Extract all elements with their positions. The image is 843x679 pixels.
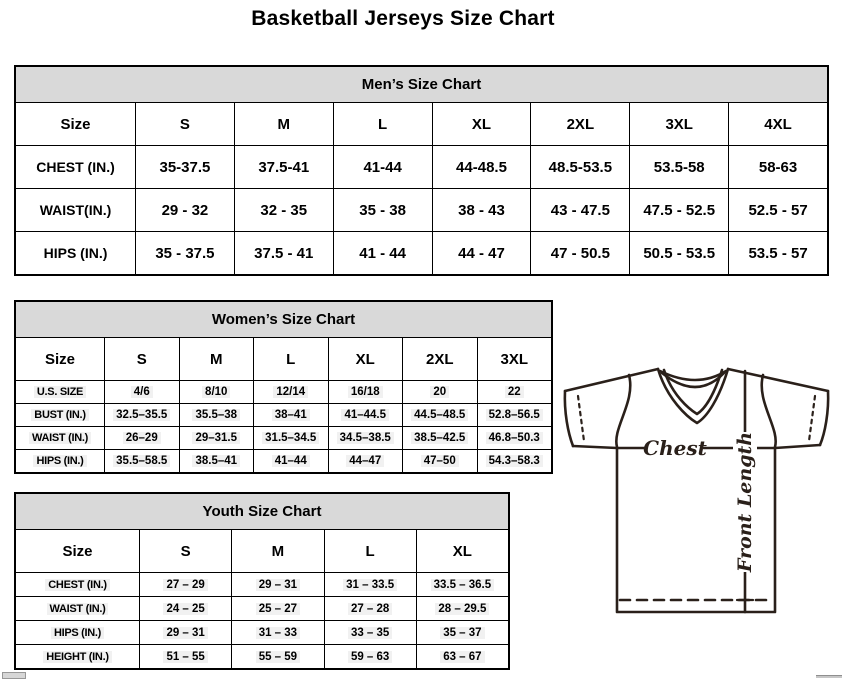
youth-row-2-cell-3-text: 35 – 37	[440, 627, 484, 639]
women-row-3-label	[16, 450, 104, 472]
youth-row-0-cell-2-text: 31 – 33.5	[343, 579, 397, 591]
men-row-1-cell-6-text: 52.5 - 57	[748, 201, 808, 219]
youth-row-2-label-text: HIPS (IN.)	[51, 627, 104, 639]
men-row-0-cell-5-text: 53.5-58	[653, 158, 705, 176]
men-row-1-cell-1-text: 32 - 35	[260, 201, 308, 219]
mens-size-chart-body	[16, 103, 827, 274]
women-row-1-cell-3-text: 41–44.5	[341, 409, 389, 421]
women-row-1-cell-2	[253, 404, 328, 426]
women-col-header-S	[104, 338, 179, 380]
youth-size-chart-body	[16, 530, 508, 668]
youth-col-header-L	[324, 530, 416, 572]
men-row-1-cell-5	[629, 189, 728, 231]
jersey-right-armhole-seam	[762, 375, 776, 447]
men-row-1-cell-2-text: 35 - 38	[359, 201, 406, 219]
youth-row-0-cell-1-text: 29 – 31	[256, 579, 300, 591]
mens-size-chart-title: Men’s Size Chart	[16, 67, 827, 103]
youth-row-2-cell-2-text: 33 – 35	[348, 627, 392, 639]
women-row-1-cell-1	[179, 404, 254, 426]
youth-row-2-label	[16, 621, 139, 644]
men-col-header-3XL-text: 3XL	[665, 115, 693, 133]
jersey-right-shoulder-line	[728, 369, 828, 391]
men-row-0-cell-0-text: 35-37.5	[159, 158, 211, 176]
youth-row-1-cell-0	[139, 597, 231, 620]
youth-row-2-cell-1-text: 31 – 33	[256, 627, 300, 639]
women-col-header-3XL	[477, 338, 552, 380]
women-row-2-cell-4	[402, 427, 477, 449]
youth-row-3-cell-3	[416, 645, 508, 668]
men-row-1-cell-1	[234, 189, 333, 231]
women-row-0-label-text: U.S. SIZE	[34, 386, 86, 398]
women-row-2-cell-1	[179, 427, 254, 449]
youth-col-header-M-text: M	[271, 542, 285, 560]
youth-row-1	[16, 596, 508, 620]
men-col-header-M	[234, 103, 333, 145]
men-row-0-cell-5	[629, 146, 728, 188]
men-row-0-cell-1	[234, 146, 333, 188]
jersey-left-sleeve-edge	[565, 391, 573, 446]
men-row-0-cell-4-text: 48.5-53.5	[548, 158, 613, 176]
jersey-left-sleeve-stitch	[578, 396, 584, 441]
men-row-2-cell-0	[135, 232, 234, 274]
women-row-3-cell-2-text: 41–44	[272, 455, 310, 467]
youth-row-3-cell-1	[231, 645, 323, 668]
women-row-3-cell-1	[179, 450, 254, 472]
men-col-header-3XL	[629, 103, 728, 145]
jersey-left-armhole-seam	[616, 375, 630, 447]
men-row-2-cell-5	[629, 232, 728, 274]
women-row-3-cell-3	[328, 450, 403, 472]
youth-row-1-cell-2-text: 27 – 28	[348, 603, 392, 615]
men-row-2-label	[16, 232, 135, 274]
youth-row-3-cell-2-text: 59 – 63	[348, 651, 392, 663]
women-col-header-2XL-text: 2XL	[425, 350, 454, 368]
men-row-1	[16, 188, 827, 231]
youth-row-3-cell-0	[139, 645, 231, 668]
men-col-header-L-text: L	[378, 115, 388, 133]
horizontal-scrollbar-thumb-right[interactable]	[816, 675, 842, 678]
women-row-0-cell-1-text: 8/10	[202, 386, 230, 398]
men-row-1-label	[16, 189, 135, 231]
women-col-header-L-text: L	[286, 350, 296, 368]
youth-row-1-cell-3-text: 28 – 29.5	[435, 603, 489, 615]
women-row-0-cell-1	[179, 381, 254, 403]
men-row-1-cell-3-text: 38 - 43	[458, 201, 505, 219]
men-col-header-4XL	[728, 103, 827, 145]
horizontal-scrollbar-thumb-left[interactable]	[2, 672, 26, 679]
men-col-header-4XL-text: 4XL	[764, 115, 792, 133]
youth-row-2	[16, 620, 508, 644]
youth-col-header-L-text: L	[365, 542, 375, 560]
women-row-1-cell-5	[477, 404, 552, 426]
women-row-0-label	[16, 381, 104, 403]
youth-row-0-label-text: CHEST (IN.)	[45, 579, 109, 591]
front-length-label: Front Length	[734, 431, 756, 573]
men-row-2-cell-3-text: 44 - 47	[458, 244, 505, 262]
youth-row-0-cell-1	[231, 573, 323, 596]
chest-label: Chest	[643, 436, 707, 460]
men-row-0	[16, 145, 827, 188]
women-row-2-cell-2-text: 31.5–34.5	[262, 432, 319, 444]
women-row-1-cell-1-text: 35.5–38	[192, 409, 240, 421]
women-row-0-cell-3	[328, 381, 403, 403]
women-row-3-cell-4	[402, 450, 477, 472]
youth-row-3	[16, 644, 508, 668]
men-row-0-label	[16, 146, 135, 188]
women-row-0-cell-2-text: 12/14	[273, 386, 308, 398]
youth-size-header-row	[16, 530, 508, 572]
youth-row-1-cell-3	[416, 597, 508, 620]
youth-row-2-cell-0-text: 29 – 31	[163, 627, 207, 639]
youth-row-1-label	[16, 597, 139, 620]
men-row-0-cell-2-text: 41-44	[363, 158, 402, 176]
men-col-header-S-text: S	[179, 115, 190, 133]
men-col-header-2XL-text: 2XL	[566, 115, 595, 133]
men-row-2-cell-6	[728, 232, 827, 274]
page-title: Basketball Jerseys Size Chart	[251, 7, 555, 30]
youth-col-header-M	[231, 530, 323, 572]
women-row-0-cell-5-text: 22	[505, 386, 524, 398]
youth-row-3-cell-2	[324, 645, 416, 668]
women-row-0-cell-2	[253, 381, 328, 403]
youth-row-1-cell-0-text: 24 – 25	[163, 603, 207, 615]
youth-row-0-cell-2	[324, 573, 416, 596]
men-size-header-row	[16, 103, 827, 145]
women-row-0	[16, 380, 551, 403]
women-row-2-cell-0	[104, 427, 179, 449]
men-row-0-cell-3-text: 44-48.5	[456, 158, 507, 176]
women-row-2-cell-1-text: 29–31.5	[192, 432, 240, 444]
men-row-2-cell-1-text: 37.5 - 41	[254, 244, 314, 262]
youth-row-3-label	[16, 645, 139, 668]
women-row-0-cell-5	[477, 381, 552, 403]
youth-row-1-cell-2	[324, 597, 416, 620]
men-size-label-text: Size	[60, 115, 91, 133]
men-col-header-L	[333, 103, 432, 145]
women-row-2-cell-5	[477, 427, 552, 449]
youth-row-0-label	[16, 573, 139, 596]
women-col-header-L	[253, 338, 328, 380]
women-row-0-cell-0-text: 4/6	[131, 386, 153, 398]
men-col-header-S	[135, 103, 234, 145]
women-size-label	[16, 338, 104, 380]
men-row-1-cell-3	[432, 189, 531, 231]
women-row-3-cell-5	[477, 450, 552, 472]
men-row-1-cell-6	[728, 189, 827, 231]
women-row-3-cell-3-text: 44–47	[346, 455, 384, 467]
men-row-1-label-text: WAIST(IN.)	[39, 202, 112, 218]
women-row-3-cell-0	[104, 450, 179, 472]
women-row-2-cell-0-text: 26–29	[123, 432, 161, 444]
men-row-2-cell-1	[234, 232, 333, 274]
youth-row-2-cell-1	[231, 621, 323, 644]
women-row-1-cell-0	[104, 404, 179, 426]
youth-size-label-text: Size	[62, 542, 93, 560]
men-row-0-cell-4	[530, 146, 629, 188]
women-row-1-label	[16, 404, 104, 426]
women-row-2-label	[16, 427, 104, 449]
men-row-2-cell-2-text: 41 - 44	[359, 244, 406, 262]
men-row-0-cell-3	[432, 146, 531, 188]
women-row-3-cell-1-text: 38.5–41	[192, 455, 240, 467]
women-row-1	[16, 403, 551, 426]
womens-size-chart-table	[14, 300, 553, 474]
women-row-2-cell-4-text: 38.5–42.5	[411, 432, 468, 444]
youth-row-0	[16, 572, 508, 596]
women-row-0-cell-4	[402, 381, 477, 403]
men-row-0-cell-2	[333, 146, 432, 188]
women-row-3-cell-2	[253, 450, 328, 472]
men-row-2-label-text: HIPS (IN.)	[43, 245, 108, 261]
women-col-header-M	[179, 338, 254, 380]
men-size-label	[16, 103, 135, 145]
youth-row-1-cell-1-text: 25 – 27	[256, 603, 300, 615]
youth-row-3-label-text: HEIGHT (IN.)	[43, 651, 111, 663]
youth-row-3-cell-1-text: 55 – 59	[256, 651, 300, 663]
youth-row-3-cell-0-text: 51 – 55	[163, 651, 207, 663]
women-col-header-M-text: M	[210, 350, 223, 368]
women-row-3-label-text: HIPS (IN.)	[33, 455, 86, 467]
women-row-1-cell-2-text: 38–41	[272, 409, 310, 421]
youth-size-chart-table	[14, 492, 510, 670]
women-row-1-cell-4	[402, 404, 477, 426]
youth-col-header-S-text: S	[180, 542, 191, 560]
men-col-header-M-text: M	[277, 115, 291, 133]
women-row-3	[16, 449, 551, 472]
women-size-label-text: Size	[44, 350, 75, 368]
women-col-header-2XL	[402, 338, 477, 380]
youth-size-chart-title: Youth Size Chart	[16, 494, 508, 530]
mens-size-chart-table	[14, 65, 829, 276]
men-row-2-cell-6-text: 53.5 - 57	[748, 244, 808, 262]
men-row-2	[16, 231, 827, 274]
women-col-header-XL-text: XL	[355, 350, 375, 368]
women-row-1-label-text: BUST (IN.)	[31, 409, 88, 421]
women-row-3-cell-5-text: 54.3–58.3	[486, 455, 543, 467]
men-row-2-cell-5-text: 50.5 - 53.5	[643, 244, 716, 262]
womens-size-chart-title: Women’s Size Chart	[16, 302, 551, 338]
jersey-left-sleeve-hem	[573, 446, 617, 448]
men-row-1-cell-4	[530, 189, 629, 231]
men-row-2-cell-0-text: 35 - 37.5	[155, 244, 215, 262]
youth-size-label	[16, 530, 139, 572]
womens-size-chart-body	[16, 338, 551, 472]
youth-col-header-XL-text: XL	[452, 542, 472, 560]
women-size-header-row	[16, 338, 551, 380]
men-row-1-cell-5-text: 47.5 - 52.5	[643, 201, 716, 219]
jersey-left-shoulder-line	[565, 369, 658, 391]
men-row-0-cell-0	[135, 146, 234, 188]
men-row-0-label-text: CHEST (IN.)	[36, 159, 115, 175]
women-row-2-cell-2	[253, 427, 328, 449]
youth-row-2-cell-3	[416, 621, 508, 644]
women-row-3-cell-4-text: 47–50	[421, 455, 459, 467]
youth-row-1-label-text: WAIST (IN.)	[47, 603, 109, 615]
women-row-0-cell-3-text: 16/18	[348, 386, 383, 398]
men-row-1-cell-2	[333, 189, 432, 231]
jersey-measurement-diagram	[558, 360, 843, 622]
jersey-right-sleeve-stitch	[809, 396, 815, 441]
youth-col-header-S	[139, 530, 231, 572]
youth-row-3-cell-3-text: 63 – 67	[440, 651, 484, 663]
men-row-2-cell-2	[333, 232, 432, 274]
men-col-header-XL-text: XL	[471, 115, 492, 133]
women-row-2-cell-3-text: 34.5–38.5	[337, 432, 394, 444]
men-row-2-cell-4	[530, 232, 629, 274]
youth-row-0-cell-0	[139, 573, 231, 596]
men-row-1-cell-0-text: 29 - 32	[161, 201, 209, 219]
youth-row-1-cell-1	[231, 597, 323, 620]
youth-row-2-cell-2	[324, 621, 416, 644]
women-row-1-cell-0-text: 32.5–35.5	[113, 409, 170, 421]
jersey-right-sleeve-hem	[775, 445, 820, 448]
youth-row-2-cell-0	[139, 621, 231, 644]
women-row-2-label-text: WAIST (IN.)	[29, 432, 91, 444]
women-row-0-cell-0	[104, 381, 179, 403]
women-row-2-cell-3	[328, 427, 403, 449]
women-row-1-cell-3	[328, 404, 403, 426]
men-row-2-cell-3	[432, 232, 531, 274]
men-row-0-cell-1-text: 37.5-41	[258, 158, 310, 176]
jersey-right-sleeve-edge	[820, 391, 828, 445]
youth-row-0-cell-3-text: 33.5 – 36.5	[431, 579, 495, 591]
women-row-1-cell-5-text: 52.8–56.5	[486, 409, 543, 421]
women-col-header-S-text: S	[136, 350, 147, 368]
men-row-2-cell-4-text: 47 - 50.5	[550, 244, 610, 262]
women-row-2-cell-5-text: 46.8–50.3	[486, 432, 543, 444]
youth-row-0-cell-3	[416, 573, 508, 596]
men-row-1-cell-0	[135, 189, 234, 231]
women-row-0-cell-4-text: 20	[430, 386, 449, 398]
men-row-0-cell-6	[728, 146, 827, 188]
youth-row-0-cell-0-text: 27 – 29	[163, 579, 207, 591]
women-row-2	[16, 426, 551, 449]
women-col-header-XL	[328, 338, 403, 380]
men-row-0-cell-6-text: 58-63	[758, 158, 798, 176]
men-col-header-XL	[432, 103, 531, 145]
women-row-1-cell-4-text: 44.5–48.5	[411, 409, 468, 421]
women-col-header-3XL-text: 3XL	[500, 350, 528, 368]
youth-col-header-XL	[416, 530, 508, 572]
women-row-3-cell-0-text: 35.5–58.5	[113, 455, 170, 467]
men-col-header-2XL	[530, 103, 629, 145]
men-row-1-cell-4-text: 43 - 47.5	[550, 201, 610, 219]
